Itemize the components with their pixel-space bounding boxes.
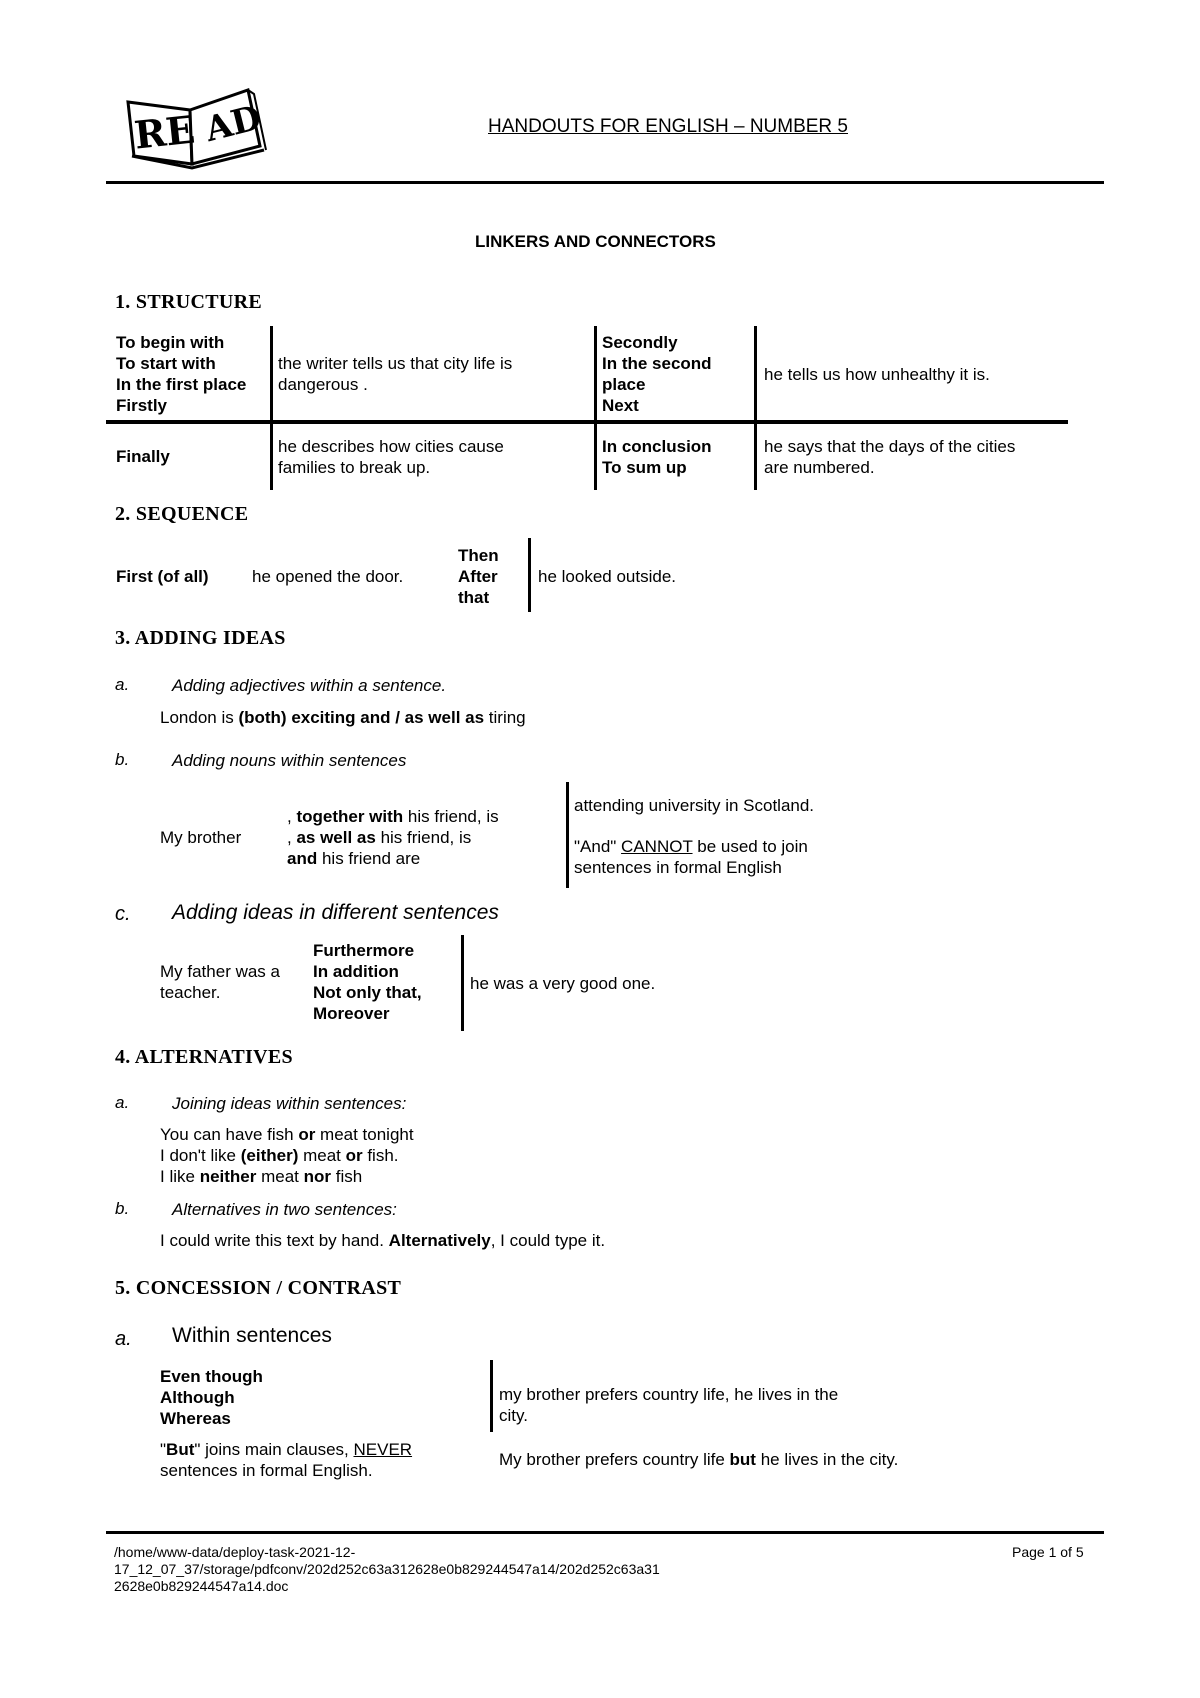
adding-b-rest: attending university in Scotland. xyxy=(574,796,815,815)
sequence-first: First (of all) xyxy=(116,567,209,586)
alternatives-b-letter: b. xyxy=(115,1199,130,1218)
adding-a-title: Adding adjectives within a sentence. xyxy=(172,676,447,695)
section-heading-concession: 5. CONCESSION / CONTRAST xyxy=(115,1277,402,1299)
adding-c-divider xyxy=(461,935,464,1031)
adding-c-links: Furthermore In addition Not only that, Moreover xyxy=(313,941,422,1023)
structure-cell-clause-1: the writer tells us that city life is dangerous . xyxy=(278,354,513,394)
adding-b-divider xyxy=(566,782,569,888)
doc-title: LINKERS AND CONNECTORS xyxy=(475,232,716,251)
structure-divider-1 xyxy=(270,326,273,422)
structure-cell-secondly: Secondly In the second place Next xyxy=(602,333,712,415)
section-heading-structure: 1. STRUCTURE xyxy=(115,291,262,313)
concession-but-note: "But" joins main clauses, NEVER sentences in formal English. xyxy=(160,1440,413,1480)
read-book-logo xyxy=(120,80,270,170)
sequence-divider xyxy=(528,538,531,612)
section-heading-alternatives: 4. ALTERNATIVES xyxy=(115,1046,293,1068)
concession-but-example: My brother prefers country life but he lives in the city. xyxy=(499,1450,899,1469)
alternatives-b-example: I could write this text by hand. Alternatively, I could type it. xyxy=(160,1231,606,1250)
alternatives-a-examples: You can have fish or meat tonight I don't like (either) meat or fish. I like neither meat nor fish xyxy=(160,1125,414,1186)
adding-b-subject: My brother xyxy=(160,828,242,847)
structure-cell-clause-2: he tells us how unhealthy it is. xyxy=(764,365,990,384)
header-rule xyxy=(106,181,1104,184)
adding-a-example: London is (both) exciting and / as well as tiring xyxy=(160,708,526,727)
concession-links: Even though Although Whereas xyxy=(160,1367,263,1428)
alternatives-b-title: Alternatives in two sentences: xyxy=(172,1200,397,1219)
footer-rule xyxy=(106,1531,1104,1534)
section-heading-adding-ideas: 3. ADDING IDEAS xyxy=(115,627,286,649)
structure-cell-conclusion: In conclusion To sum up xyxy=(602,437,712,477)
footer-file-path: /home/www-data/deploy-task-2021-12- 17_12_07_37/storage/pdfconv/202d252c63a312628e0b829244547a14/202d252c63a31 2628e0b829244547a14.doc xyxy=(114,1544,660,1594)
structure-divider-3 xyxy=(754,326,757,490)
adding-a-letter: a. xyxy=(115,675,130,694)
footer-page-number: Page 1 of 5 xyxy=(1012,1544,1084,1560)
concession-divider xyxy=(490,1360,493,1432)
alternatives-a-letter: a. xyxy=(115,1093,130,1112)
concession-a-title: Within sentences xyxy=(172,1324,332,1347)
structure-row-rule xyxy=(106,420,1068,424)
adding-c-rest: he was a very good one. xyxy=(470,974,656,993)
structure-divider-4 xyxy=(270,424,273,490)
adding-b-letter: b. xyxy=(115,750,130,769)
concession-clause: my brother prefers country life, he lives in the city. xyxy=(499,1385,839,1425)
structure-cell-clause-3: he describes how cities cause families to break up. xyxy=(278,437,504,477)
sequence-clause-1: he opened the door. xyxy=(252,567,404,586)
adding-b-title: Adding nouns within sentences xyxy=(172,751,407,770)
structure-cell-clause-4: he says that the days of the cities are numbered. xyxy=(764,437,1016,477)
adding-c-letter: c. xyxy=(115,903,131,925)
structure-divider-2 xyxy=(594,326,597,490)
logo-text: RE xyxy=(132,106,197,158)
structure-cell-finally: Finally xyxy=(116,447,170,466)
sequence-clause-2: he looked outside. xyxy=(538,567,676,586)
adding-c-subject: My father was a teacher. xyxy=(160,962,280,1002)
adding-b-links: , together with his friend, is , as well as his friend, is and his friend are xyxy=(287,807,499,868)
adding-c-title: Adding ideas in different sentences xyxy=(172,901,499,924)
concession-a-letter: a. xyxy=(115,1328,132,1350)
svg-text:AD: AD xyxy=(201,97,266,151)
adding-b-note: "And" CANNOT be used to join sentences in formal English xyxy=(574,837,808,877)
section-heading-sequence: 2. SEQUENCE xyxy=(115,503,249,525)
structure-cell-openers: To begin with To start with In the first place Firstly xyxy=(116,333,247,415)
header-title: HANDOUTS FOR ENGLISH – NUMBER 5 xyxy=(488,116,848,137)
alternatives-a-title: Joining ideas within sentences: xyxy=(172,1094,407,1113)
sequence-then: Then After that xyxy=(458,546,499,607)
